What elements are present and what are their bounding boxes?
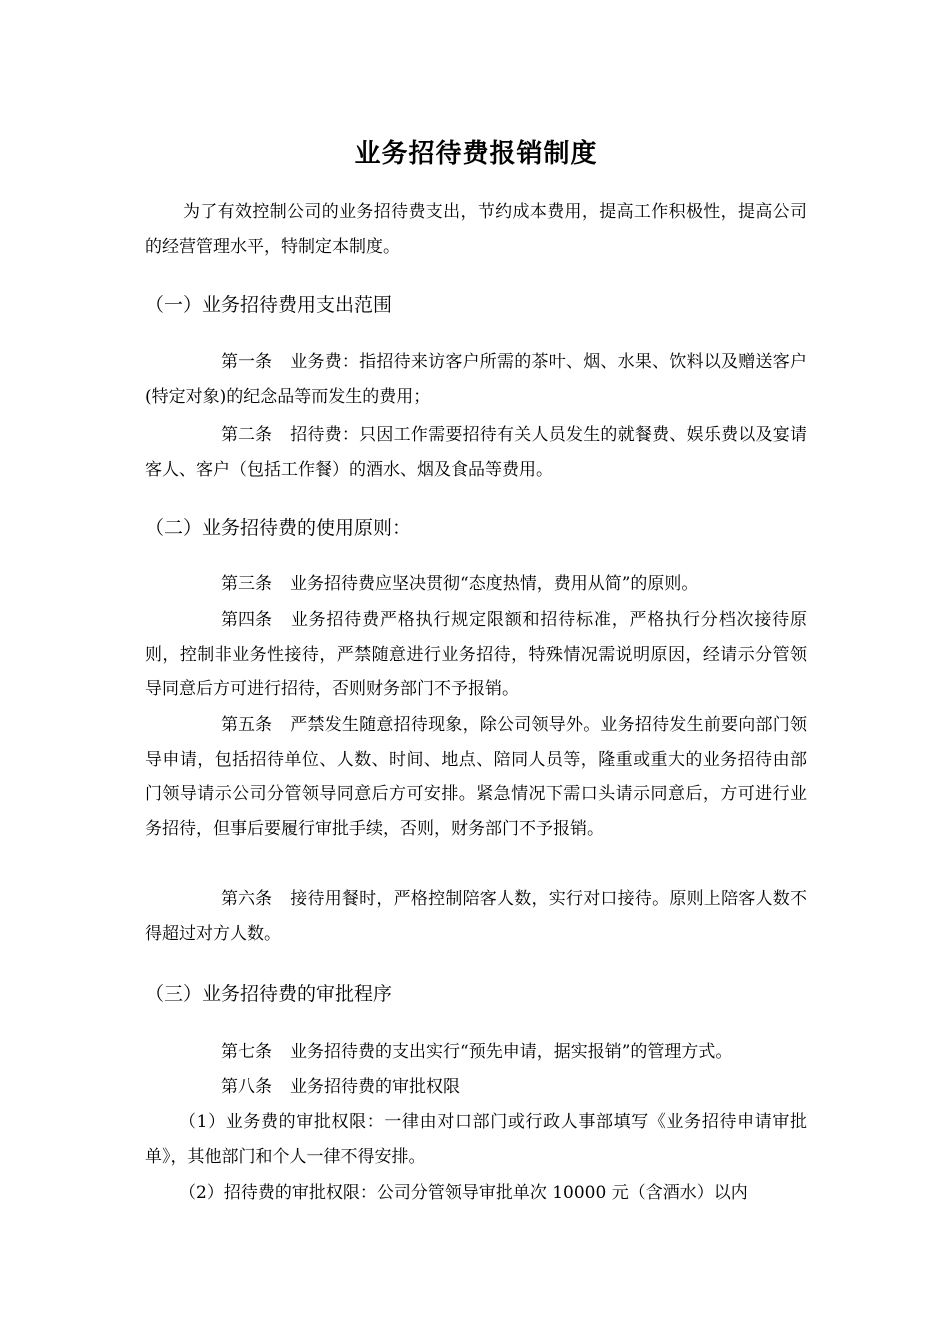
- intro-paragraph: 为了有效控制公司的业务招待费支出，节约成本费用，提高工作积极性，提高公司的经营管理水平，特制定本制度。: [145, 202, 807, 257]
- section-1-heading: （一）业务招待费用支出范围: [145, 294, 393, 316]
- article-3-label: 第三条: [221, 574, 272, 594]
- article-4-text: 业务招待费严格执行规定限额和招待标准，严格执行分档次接待原则，控制非业务性接待，严禁随意进行业务招待，特殊情况需说明原因，经请示分管领导同意后方可进行招待，否则财务部门不予报销。: [145, 610, 807, 699]
- article-1-text: 业务费：指招待来访客户所需的茶叶、烟、水果、饮料以及赠送客户(特定对象)的纪念品等而发生的费用；: [145, 352, 807, 407]
- article-4: [145, 603, 807, 707]
- article-2-text: 招待费：只因工作需要招待有关人员发生的就餐费、娱乐费以及宴请客人、客户（包括工作餐）的酒水、烟及食品等费用。: [145, 425, 807, 480]
- list-item: （1）业务费的审批权限：一律由对口部门或行政人事部填写《业务招待申请审批单》，其他部门和个人一律不得安排。: [145, 1112, 807, 1167]
- article-8-label: 第八条: [221, 1077, 272, 1097]
- article-6: [145, 882, 807, 951]
- article-5: [145, 708, 807, 846]
- article-4-label: 第四条: [221, 610, 272, 630]
- article-6-label: 第六条: [221, 889, 272, 909]
- article-2-label: 第二条: [221, 425, 272, 445]
- article-1-label: 第一条: [221, 352, 272, 372]
- article-7-label: 第七条: [221, 1042, 272, 1062]
- article-5-text: 严禁发生随意招待现象，除公司领导外。业务招待发生前要向部门领导申请，包括招待单位、人数、时间、地点、陪同人员等，隆重或重大的业务招待由部门领导请示公司分管领导同意后方可安排。紧急情况下需口头请示同意后，方可进行业务招待，但事后要履行审批手续，否则，财务部门不予报销。: [145, 715, 807, 839]
- article-3: [145, 567, 807, 602]
- article-7-text: 业务招待费的支出实行“预先申请，据实报销”的管理方式。: [290, 1042, 733, 1062]
- section-3-heading: （三）业务招待费的审批程序: [145, 983, 393, 1005]
- article-6-text: 接待用餐时，严格控制陪客人数，实行对口接待。原则上陪客人数不得超过对方人数。: [145, 889, 807, 944]
- article-7: [145, 1035, 807, 1070]
- section-2-heading: （二）业务招待费的使用原则：: [145, 517, 412, 539]
- article-8-text: 业务招待费的审批权限: [290, 1077, 460, 1097]
- article-1: [145, 345, 807, 414]
- document-title: 业务招待费报销制度: [354, 139, 598, 169]
- article-2: [145, 418, 807, 487]
- article-8: [145, 1070, 807, 1105]
- list-item: （2）招待费的审批权限：公司分管领导审批单次 10000 元（含酒水）以内: [179, 1183, 748, 1203]
- article-5-label: 第五条: [221, 715, 272, 735]
- article-3-text: 业务招待费应坚决贯彻“态度热情，费用从简”的原则。: [290, 574, 699, 594]
